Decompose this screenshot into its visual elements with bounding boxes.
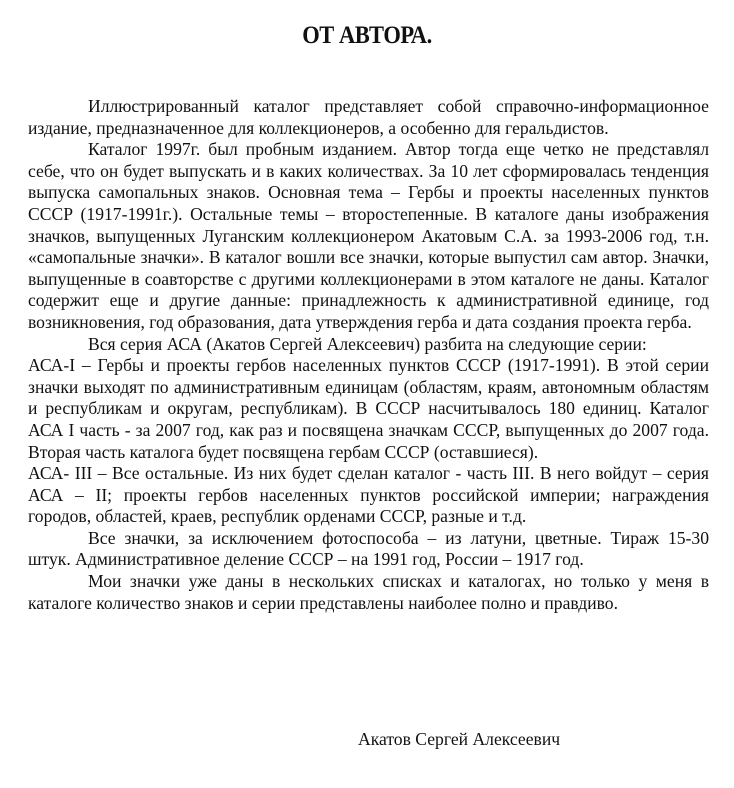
paragraph-closing: Мои значки уже даны в нескольких списках и каталогах, но только у меня в каталоге количество знаков и серии представлены наиболее полно и правдиво. — [28, 571, 709, 613]
page-title: ОТ АВТОРА. — [302, 22, 432, 49]
paragraph-materials: Все значки, за исключением фотоспособа – из латуни, цветные. Тираж 15-30 штук. Административное деление СССР – на 1991 год, России – 1917 год. — [28, 527, 709, 570]
document-body — [28, 96, 709, 614]
author-signature: Акатов Сергей Алексеевич — [358, 729, 561, 749]
paragraph-series-aca-3: АСА- III – Все остальные. Из них будет сделан каталог - часть III. В него войдут – серия АСА – II; проекты гербов населенных пунктов российской империи; награждения городов, областей, краев, республик орденами СССР, разные и т.д. — [28, 463, 709, 527]
paragraph-series-aca-1: АСА-I – Гербы и проекты гербов населенных пунктов СССР (1917-1991). В этой серии значки выходят по административным единицам (областям, краям, автономным областям и республикам и округам, республикам). В СССР насчитывалось 180 единиц. Каталог АСА I часть - за 2007 год, как раз и посвящена значкам СССР, выпущенных до 2007 года. Вторая часть каталога будет посвящена гербам СССР (оставшиеся). — [28, 355, 709, 462]
paragraph-intro: Иллюстрированный каталог представляет собой справочно-информационное издание, предназначенное для коллекционеров, а особенно для геральдистов. — [28, 96, 709, 138]
paragraph-catalog-history: Каталог 1997г. был пробным изданием. Автор тогда еще четко не представлял себе, что он будет выпускать и в каких количествах. За 10 лет сформировалась тенденция выпуска самопальных знаков. Основная тема – Гербы и проекты населенных пунктов СССР (1917-1991г.). Остальные темы – второстепенные. В каталоге даны изображения значков, выпущенных Луганским коллекционером Акатовым С.А. за 1993-2006 год, т.н. «самопальные значки». В каталог вошли все значки, которые выпустил сам автор. Значки, выпущенные в соавторстве с другими коллекционерами в этом каталоге не даны. Каталог содержит еще и другие данные: принадлежность к административной единице, год возникновения, год образования, дата утверждения герба и дата создания проекта герба. — [28, 139, 709, 332]
paragraph-series-overview: Вся серия АСА (Акатов Сергей Алексеевич) разбита на следующие серии: — [88, 333, 647, 354]
